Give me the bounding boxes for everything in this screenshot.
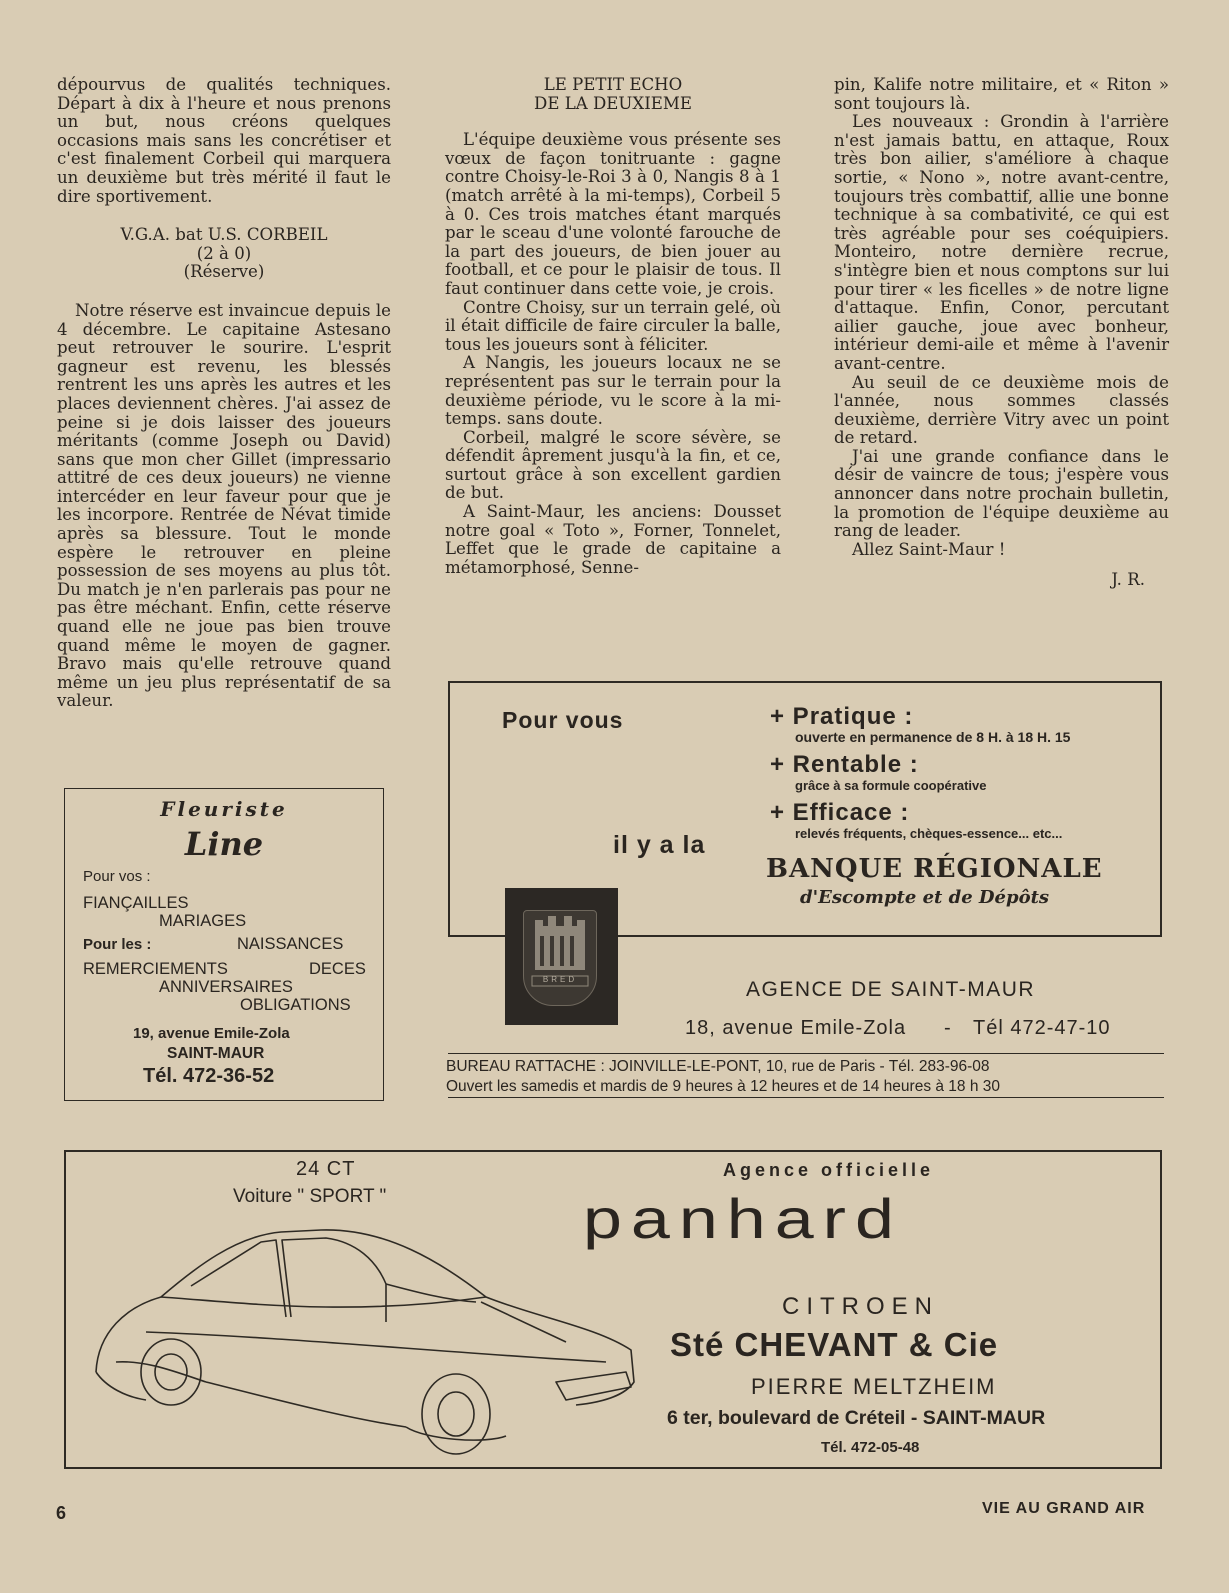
divider [448,1053,1164,1054]
logo-text: BRED [542,975,578,984]
service-naissances: NAISSANCES [237,935,344,953]
agence-officielle: Agence officielle [723,1160,935,1180]
panhard-logo: panhard [583,1187,903,1251]
paragraph: Corbeil, malgré le score sévère, se défendit âprement jusqu'à la fin, et ce, surtout grâce à son excellent gardien de but. [445,427,781,503]
title-line: (2 à 0) [196,243,252,263]
article-title [57,226,391,282]
paragraph: pin, Kalife notre militaire, et « Riton » sont toujours là. [834,75,1169,113]
panhard-24ct-car-illustration [86,1222,644,1458]
article-column-2 [445,76,781,577]
pour-vos-label: Pour vos : [83,868,151,885]
divider [448,1097,1164,1098]
dealer-address: 6 ter, boulevard de Créteil - SAINT-MAUR [667,1407,1046,1429]
service-fiancailles: FIANÇAILLES [83,894,189,912]
bred-logo [505,888,618,1025]
service-obligations: OBLIGATIONS [240,996,351,1014]
rentable-heading: + Rentable : [770,751,919,778]
florist-title: Fleuriste [160,797,288,821]
florist-phone: Tél. 472-36-52 [143,1065,275,1087]
hours-line: Ouvert les samedis et mardis de 9 heures à 12 heures et de 14 heures à 18 h 30 [446,1078,1001,1095]
bank-name: BANQUE RÉGIONALE [766,854,1103,884]
agency-address: 18, avenue Emile-Zola [685,1017,907,1039]
florist-city: SAINT-MAUR [167,1045,265,1062]
pratique-desc: ouverte en permanence de 8 H. à 18 H. 15 [795,729,1071,745]
service-remerciements: REMERCIEMENTS [83,960,228,978]
title-line: (Réserve) [183,262,265,282]
il-y-a-la-text: il y a la [613,831,706,859]
paragraph: J'ai une grande confiance dans le désir de vaincre de tous; j'espère vous annoncer dans notre prochain bulletin, la promotion de l'équipe deuxième au rang de leader. [834,446,1169,541]
signature: J. R. [1111,570,1145,590]
paragraph: dépourvus de qualités techniques. Départ à dix à l'heure et nous prenons un but, nous créons quelques occasions mais sans les concrétiser et c'est finalement Corbeil qui marquera un deuxième but très mérité il faut le dire sportivement. [57,75,391,206]
page-number: 6 [56,1503,67,1523]
title-line: LE PETIT ECHO [543,75,683,94]
florist-address: 19, avenue Emile-Zola [133,1025,290,1042]
paragraph: A Saint-Maur, les anciens: Dousset notre goal « Toto », Forner, Tonnelet, Leffet que le grade de capitaine a métamorphosé, Senne- [445,502,781,577]
car-model: 24 CT [296,1158,356,1180]
pour-les-label: Pour les : [83,936,152,953]
service-mariages: MARIAGES [159,912,247,930]
agency-phone-separator: - [944,1017,951,1039]
pour-vous-text: Pour vous [502,707,624,733]
florist-name: Line [184,825,264,863]
publication-name: VIE AU GRAND AIR [982,1500,1146,1517]
owner-name: PIERRE MELTZHEIM [751,1374,997,1399]
article-column-3 [834,76,1169,590]
castle-emblem-icon [523,910,597,1006]
title-line: DE LA DEUXIEME [534,93,692,113]
paragraph: Au seuil de ce deuxième mois de l'année, nous sommes classés deuxième, derrière Vitry avec un point de retard. [834,372,1169,448]
company-name: Sté CHEVANT & Cie [670,1326,999,1363]
article-title [445,76,781,113]
car-type: Voiture " SPORT " [233,1186,387,1207]
dealer-phone: Tél. 472-05-48 [821,1439,920,1456]
efficace-heading: + Efficace : [770,799,910,826]
pratique-heading: + Pratique : [770,703,914,730]
bank-subtitle: d'Escompte et de Dépôts [800,887,1050,908]
paragraph: Notre réserve est invaincue depuis le 4 décembre. Le capitaine Astesano peut retrouver le sourire. L'esprit gagneur est revenu, les blessés rentrent les uns après les autres et les places deviennent chères. J'ai assez de peine si je dois laisser des joueurs méritants (comme Joseph ou David) sans que mon cher Gillet (impressario attitré de ces deux joueurs) ne vienne intercéder en leur faveur pour que je les incorpore. Rentrée de Névat timide après sa blessure. Tout le monde espère le retrouver en pleine possession de ses moyens au plus tôt. Du match je n'en parlerais pas pour ne pas être méchant. Enfin, cette réserve quand elle ne joue pas bien trouve quand même le moyen de gagner. Bravo mais qu'elle retrouve quand même un jeu plus représentatif de sa valeur. [57,300,391,711]
citroen-text: CITROEN [782,1293,939,1320]
paragraph: Les nouveaux : Grondin à l'arrière n'est jamais battu, en attaque, Roux très bon ailier, s'améliore à chaque sortie, « Nono », notre avant-centre, toujours très combattif, allie une bonne technique à sa combativité, ce qui est très agréable pour ses coéquipiers. Monteiro, notre dernière recrue, s'intègre bien et nous comptons sur lui pour tirer « les ficelles » de notre ligne d'attaque. Enfin, Conor, percutant ailier gauche, joue avec bonheur, intérieur demi-aile et même à l'avenir avant-centre. [834,112,1169,373]
service-anniversaires: ANNIVERSAIRES [159,978,293,996]
paragraph: Allez Saint-Maur ! [852,539,1006,559]
article-column-1 [57,76,391,711]
paragraph: A Nangis, les joueurs locaux ne se représentent pas sur le terrain pour la deuxième période, vu le score à la mi-temps. sans doute. [445,353,781,429]
agency-name: AGENCE DE SAINT-MAUR [746,978,1036,1001]
paragraph: L'équipe deuxième vous présente ses vœux de façon tonitruante : gagne contre Choisy-le-Roi 3 à 0, Nangis 8 à 1 (match arrêté à la mi-temps), Corbeil 5 à 0. Ces trois matches étant marqués par le sceau d'une volonté farouche de la part des joueurs, de bien jouer au football, et ce pour le plaisir de tous. Il faut continuer dans cette voie, je crois. [445,130,781,298]
florist-ad [64,788,384,1101]
agency-phone: Tél 472-47-10 [973,1017,1111,1039]
title-line: V.G.A. bat U.S. CORBEIL [120,225,328,245]
bureau-line: BUREAU RATTACHE : JOINVILLE-LE-PONT, 10, rue de Paris - Tél. 283-96-08 [446,1058,990,1075]
efficace-desc: relevés fréquents, chèques-essence... etc... [795,826,1063,841]
service-deces: DECES [309,960,366,978]
rentable-desc: grâce à sa formule coopérative [795,778,987,793]
paragraph: Contre Choisy, sur un terrain gelé, où il était difficile de faire circuler la balle, tous les joueurs sont à féliciter. [445,297,781,354]
